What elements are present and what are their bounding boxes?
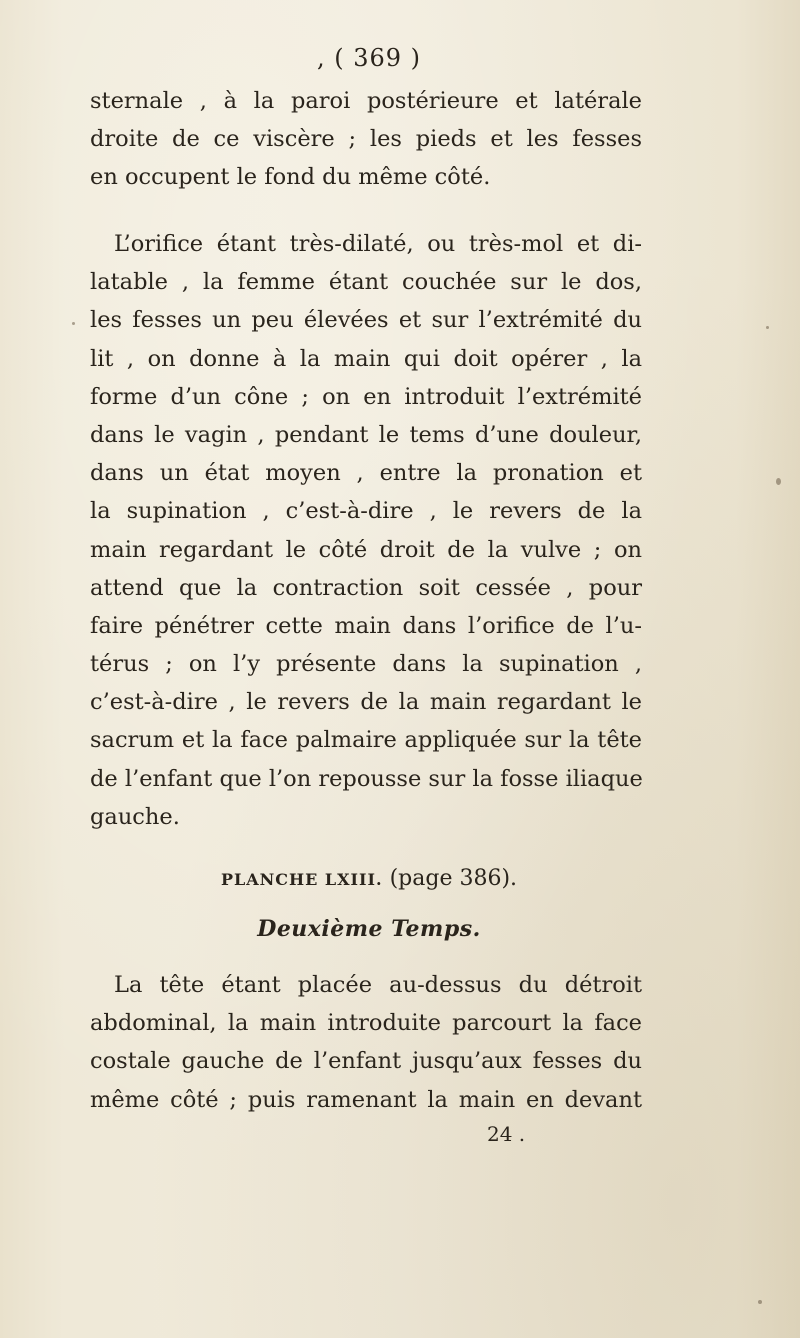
text-line: même côté ; puis ramenant la main en devant <box>90 1086 642 1113</box>
text-line: costale gauche de l’enfant jusqu’aux fesses du <box>90 1048 642 1075</box>
paper-speck <box>72 322 75 325</box>
text-line: attend que la contraction soit cessée , pour <box>90 574 642 601</box>
text-line: faire pénétrer cette main dans l’orifice de l’u- <box>90 612 642 639</box>
text-line: térus ; on l’y présente dans la supination , <box>90 651 642 678</box>
text-line: dans un état moyen , entre la pronation et <box>90 460 642 487</box>
text-line: sacrum et la face palmaire appliquée sur la tête <box>90 727 642 754</box>
paper-speck <box>766 326 769 329</box>
text-line: la supination , c’est-à-dire , le revers de la <box>90 498 642 525</box>
plate-label: PLANCHE LXIII. <box>220 870 383 889</box>
signature-mark: 24 . <box>487 1122 526 1146</box>
text-line: La tête étant placée au-dessus du détroit <box>114 972 642 998</box>
text-line: sternale , à la paroi postérieure et latérale <box>90 88 642 114</box>
text-line: main regardant le côté droit de la vulve ; on <box>90 536 642 563</box>
text-line: latable , la femme étant couchée sur le dos, <box>90 269 642 296</box>
text-line: abdominal, la main introduite parcourt la face <box>90 1010 642 1037</box>
text-line: lit , on donne à la main qui doit opérer , la <box>90 345 642 372</box>
text-line: gauche. <box>90 803 180 830</box>
section-title: Deuxième Temps. <box>257 916 481 942</box>
text-line: les fesses un peu élevées et sur l’extrémité du <box>90 307 642 334</box>
plate-page-ref: (page 386). <box>389 866 518 891</box>
paper-speck <box>776 478 781 485</box>
paragraph-2 <box>90 225 642 836</box>
text-line: forme d’un cône ; on en introduit l’extrémité <box>90 383 642 410</box>
text-line: en occupent le fond du même côté. <box>90 164 491 191</box>
text-line: L’orifice étant très-dilaté, ou très-mol et di- <box>114 231 642 257</box>
page-number: , ( 369 ) <box>316 44 422 72</box>
text-line: droite de ce viscère ; les pieds et les fesses <box>90 126 642 153</box>
text-line: de l’enfant que l’on repousse sur la fosse iliaque <box>90 765 643 792</box>
paper-speck <box>758 1300 762 1304</box>
paragraph-3 <box>90 966 642 1119</box>
paragraph-1 <box>90 82 642 197</box>
text-line: dans le vagin , pendant le tems d’une douleur, <box>90 421 642 448</box>
text-line: c’est-à-dire , le revers de la main regardant le <box>90 689 642 716</box>
plate-heading <box>0 866 738 891</box>
